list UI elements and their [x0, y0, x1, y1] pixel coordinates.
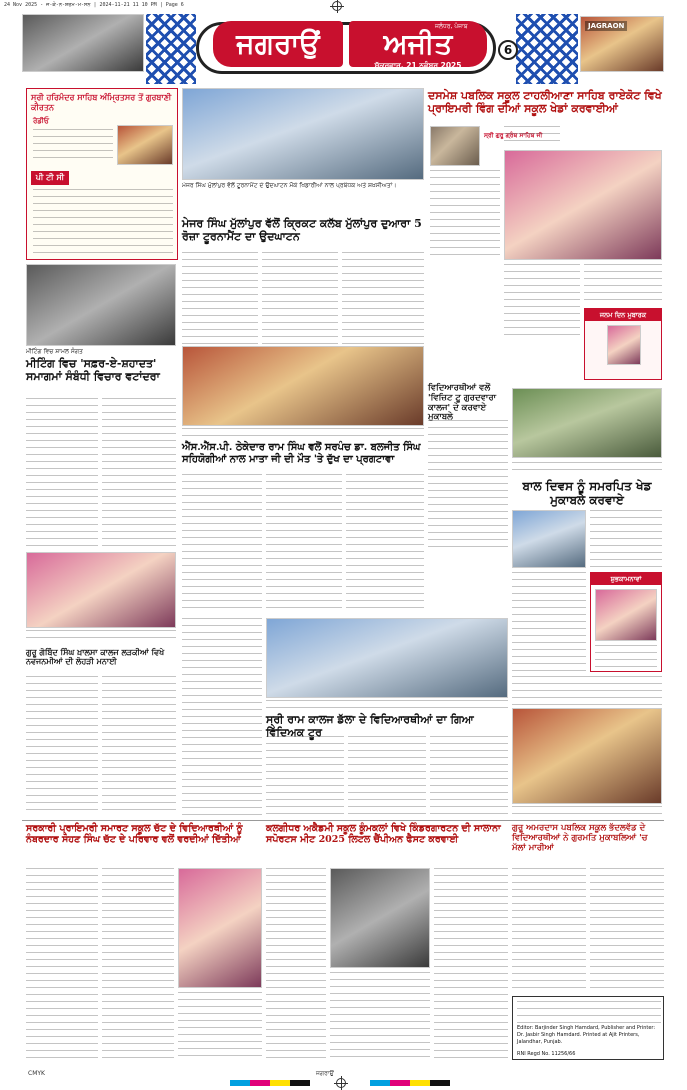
guru-gobind-col-2	[102, 676, 176, 816]
amardas-col-1	[512, 868, 586, 992]
cricket-col-2	[262, 252, 338, 344]
registration-mark-icon	[332, 1, 342, 11]
cricket-photo	[182, 88, 424, 180]
amardas-photo	[512, 708, 662, 804]
bal-diwas-headline: ਬਾਲ ਦਿਵਸ ਨੂੰ ਸਮਰਪਿਤ ਖੇਡ ਮੁਕਾਬਲੇ ਕਰਵਾਏ	[522, 479, 652, 507]
imprint-lines	[517, 1001, 661, 1023]
cricket-headline: ਮੇਜਰ ਸਿੰਘ ਮੁੱਲਾਂਪੁਰ ਵੱਲੋਂ ਕ੍ਰਿਕਟ ਕਲੱਬ ਮੁੱਲਾਂਪੁਰ ਦੁਆਰਾ 5 ਰੋਜ਼ਾ ਟੂਰਨਾਮੈਂਟ ਦਾ ਉਦਘਾਟਨ	[182, 217, 422, 243]
gurbani-schedule-lines	[33, 189, 173, 255]
golden-temple-photo	[117, 125, 173, 165]
birthday-label: ਜਨਮ ਦਿਨ ਮੁਬਾਰਕ	[585, 309, 661, 321]
safar-headline: ਮੀਟਿੰਗ ਵਿਚ 'ਸਫ਼ਰ-ਏ-ਸ਼ਹਾਦਤ' ਸਮਾਗਮਾਂ ਸੰਬੰਧੀ ਵਿਚਾਰ ਵਟਾਂਦਰਾ	[26, 357, 160, 383]
exhibit-col	[428, 420, 508, 550]
dasmesh-col-2	[504, 126, 560, 146]
dasmesh-col-3	[504, 264, 580, 340]
school-primary-headline: ਸਰਕਾਰੀ ਪ੍ਰਾਇਮਰੀ ਸਮਾਰਟ ਸਕੂਲ ਚੱਟ ਦੇ ਵਿਦਿਆਰਥੀਆਂ ਨੂੰ ਨੰਬਰਦਾਰ ਸੋਹਣ ਸਿੰਘ ਚੱਟ ਦੇ ਪਰਿਵਾਰ ਵਲੋਂ ਵਰਦੀਆਂ ਦਿੱਤੀਆਂ	[26, 823, 243, 845]
exhibit-headline: ਵਿਦਿਆਰਥੀਆਂ ਵਲੋਂ 'ਵਿਜ਼ਿਟ ਟੂ ਗੁਰਦਵਾਰਾ ਕਾਲਜ' ਦੇ ਕਰਵਾਏ ਮੁਕਾਬਲੇ	[428, 383, 497, 423]
sri-ram-caption-lines	[266, 700, 508, 710]
dasmesh-col-1	[430, 170, 500, 260]
gurbani-text-lines	[33, 129, 113, 159]
ias-caption-lines	[182, 428, 424, 438]
masthead-paper: ਅਜੀਤ	[349, 21, 487, 67]
color-bar-left	[230, 1080, 310, 1086]
masthead-pattern-left	[146, 14, 196, 84]
sri-ram-headline: ਸ੍ਰੀ ਰਾਮ ਕਾਲਜ ਡੱਲਾ ਦੇ ਵਿਦਿਆਰਥੀਆਂ ਦਾ ਗਿਆ ਵਿੱਦਿਅਕ ਟੂਰ	[266, 713, 474, 739]
building-label: JAGRAON	[585, 21, 627, 31]
birthday-photo	[607, 325, 641, 365]
ias-col-2	[266, 474, 342, 614]
masthead-frame	[196, 22, 496, 74]
bal-diwas-col-1	[590, 510, 662, 568]
school-col-2	[102, 868, 174, 1060]
guru-gobind-caption-lines	[26, 630, 176, 644]
imprint-rni: RNI Regd No. 11256/66	[517, 1051, 576, 1057]
footer-cmyk: CMYK	[28, 1070, 45, 1077]
kalgidhar-photo	[330, 868, 430, 968]
shubh-photo	[595, 589, 657, 641]
cricket-col-1	[182, 252, 258, 344]
masthead-city: ਜਗਰਾਉਂ	[213, 21, 343, 67]
safar-col-2	[102, 398, 176, 548]
sri-ram-col-2	[348, 736, 426, 816]
exhibit-caption-lines	[512, 462, 662, 474]
temple-photo	[22, 14, 144, 72]
registration-mark-bottom-icon	[336, 1078, 346, 1088]
gurbani-tag-radio: ਰੇਡੀਓ	[33, 117, 50, 125]
sri-ram-photo	[266, 618, 508, 698]
bal-diwas-photo	[512, 510, 586, 568]
ias-headline: ਐੱਸ.ਐੱਸ.ਪੀ. ਠੇਕੇਦਾਰ ਰਾਮ ਸਿੰਘ ਵਲੋਂ ਸਰਪੰਚ ਡਾ. ਬਲਜੀਤ ਸਿੰਘ ਸਹਿਯੋਗੀਆਂ ਨਾਲ ਮਾਤਾ ਜੀ ਦੀ ਮੌਤ 'ਤੇ ਦੁੱਖ ਦਾ ਪ੍ਰਗਟਾਵਾ	[182, 442, 421, 465]
amardas-caption-lines	[512, 806, 662, 816]
safar-caption: ਮੀਟਿੰਗ ਵਿਚ ਸ਼ਾਮਲ ਸੰਗਤ	[26, 348, 83, 355]
guru-gobind-photo	[26, 552, 176, 628]
guru-gobind-col-1	[26, 676, 98, 816]
imprint-box	[512, 996, 664, 1060]
ias-col-1	[182, 474, 262, 614]
amardas-intro-lines	[512, 676, 662, 706]
dasmesh-byline: ਸ੍ਰੀ ਗੁਰੂ ਗ੍ਰੰਥ ਸਾਹਿਬ ਜੀ	[484, 132, 543, 139]
color-bar-right	[370, 1080, 450, 1086]
school-photo	[178, 868, 262, 988]
guru-amardas-headline: ਗੁਰੂ ਅਮਰਦਾਸ ਪਬਲਿਕ ਸਕੂਲ ਭੱਦਲਵੱਡ ਦੇ ਵਿਦਿਆਰਥੀਆਂ ਨੇ ਗੁਰਮਤਿ ਮੁਕਾਬਲਿਆਂ 'ਚ ਮੱਲਾਂ ਮਾਰੀਆਂ	[512, 823, 648, 853]
ias-photo	[182, 346, 424, 426]
gurbani-box	[26, 88, 178, 260]
kalgidhar-headline: ਕਲਗੀਧਰ ਅਕੈਡਮੀ ਸਕੂਲ ਕੂੰਮਕਲਾਂ ਵਿਖੇ ਕਿੰਡਰਗਾਰਟਨ ਦੀ ਸਾਲਾਨਾ ਸਪੋਰਟਸ ਮੀਟ 2025 ਲਿਟਲ ਚੈਂਪੀਅਨ ਫੈਸਟ ਕਰਵਾਈ	[266, 823, 501, 845]
gurbani-tag-ptc: ਪੀ ਟੀ ਸੀ	[31, 171, 69, 185]
page-number: 6	[498, 40, 518, 60]
school-col-1	[26, 868, 98, 1060]
exhibit-photo	[512, 388, 662, 458]
kalgidhar-col-2	[434, 868, 508, 1060]
gurbani-box-title: ਸ੍ਰੀ ਹਰਿਮੰਦਰ ਸਾਹਿਬ ਅੰਮ੍ਰਿਤਸਰ ਤੋਂ ਗੁਰਬਾਣੀ ਕੀਰਤਨ	[31, 93, 172, 112]
dasmesh-photo	[504, 150, 662, 260]
center-small-col	[182, 618, 262, 818]
imprint-text: Editor: Barjinder Singh Hamdard, Publisher and Printer: Dr. Jasbir Singh Hamdard. Printed at Ajit Printers, Jalandhar, Punjab.	[517, 1025, 656, 1045]
cricket-caption: ਮੇਜਰ ਸਿੰਘ ਮੁੱਲਾਂਪੁਰ ਵੱਲੋਂ ਟੂਰਨਾਮੈਂਟ ਦੇ ਉਦਘਾਟਨ ਮੌਕੇ ਖਿਡਾਰੀਆਂ ਨਾਲ ਪ੍ਰਬੰਧਕ ਅਤੇ ਸ਼ਖ਼ਸੀਅਤਾਂ।	[182, 182, 397, 189]
guru-gobind-headline: ਗੁਰੂ ਗੋਬਿੰਦ ਸਿੰਘ ਖ਼ਾਲਸਾ ਕਾਲਜ ਲੜਕੀਆਂ ਵਿਖੇ ਨਵਜਨਮੀਆਂ ਦੀ ਲੋਹੜੀ ਮਨਾਈ	[26, 647, 165, 667]
masthead-subtitle: ਜਲੰਧਰ, ਪੰਜਾਬ	[435, 23, 468, 30]
masthead-pattern-right	[516, 14, 578, 84]
dasmesh-headline: ਦਸਮੇਸ਼ ਪਬਲਿਕ ਸਕੂਲ ਟਾਹਲੀਆਣਾ ਸਾਹਿਬ ਰਾਏਕੋਟ ਵਿਖੇ ਪ੍ਰਾਇਮਰੀ ਵਿੰਗ ਦੀਆਂ ਸਕੂਲ ਖੇਡਾਂ ਕਰਵਾਈਆਂ	[428, 89, 662, 115]
kalgidhar-col-3	[330, 972, 430, 1060]
ias-col-3	[346, 474, 424, 614]
sri-ram-col-1	[266, 736, 344, 816]
shubh-box	[590, 572, 662, 672]
sri-ram-col-3	[430, 736, 508, 816]
building-photo	[580, 16, 664, 72]
shubh-text	[595, 645, 657, 669]
footer-center: ਜਗਰਾਉਂ	[316, 1070, 334, 1077]
safar-photo	[26, 264, 176, 346]
safar-col-1	[26, 398, 98, 548]
kalgidhar-col-1	[266, 868, 326, 1060]
amardas-col-2	[590, 868, 664, 992]
shubh-label: ਸ਼ੁਭਕਾਮਨਾਵਾਂ	[591, 573, 661, 585]
birthday-box	[584, 308, 662, 380]
dasmesh-portrait	[430, 126, 480, 166]
school-col-3	[178, 992, 262, 1060]
divider	[22, 820, 664, 821]
bal-diwas-col-2	[512, 572, 586, 672]
print-slug: 24 Nov 2025 - ਜ-ਕੇ-ਨ-ਸ਼ਰਮ-ਮ-ਸਨ | 2024-11-21 11 10 PM | Page 6	[4, 2, 184, 8]
cricket-col-3	[342, 252, 424, 344]
dasmesh-col-4	[584, 264, 662, 304]
masthead-date: ਸ਼ੁੱਕਰਵਾਰ, 21 ਨਵੰਬਰ 2025	[374, 61, 462, 70]
